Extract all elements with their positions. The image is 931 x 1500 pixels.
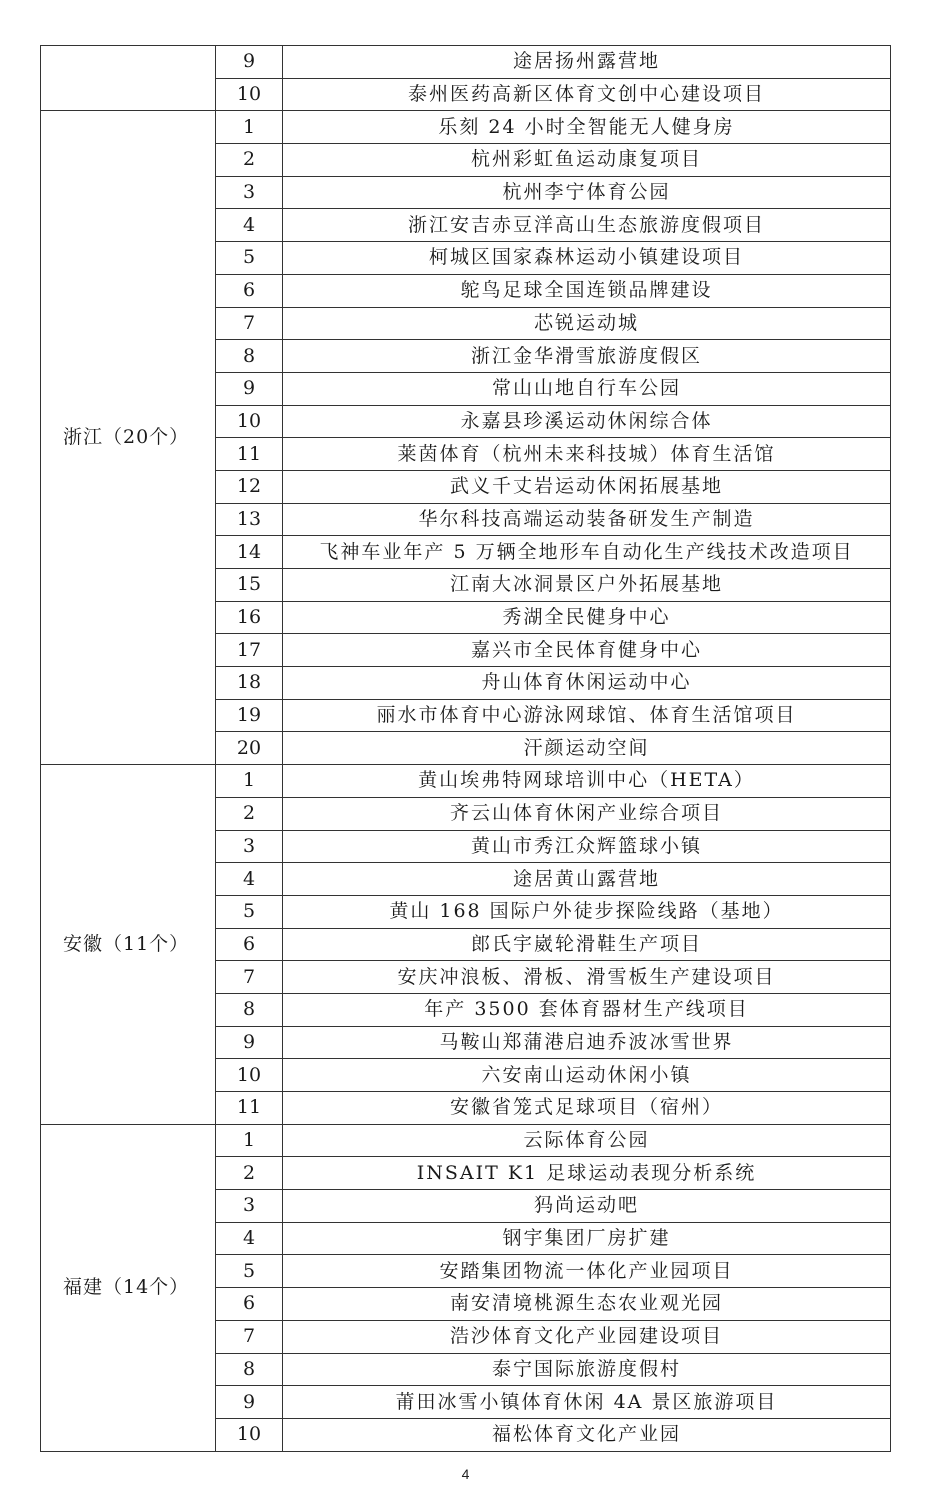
row-number-cell: 8: [216, 1353, 283, 1386]
project-name-cell: 柯城区国家森林运动小镇建设项目: [283, 242, 891, 275]
project-name-cell: 秀湖全民健身中心: [283, 601, 891, 634]
project-name-cell: 舟山体育休闲运动中心: [283, 667, 891, 700]
row-number-cell: 1: [216, 1124, 283, 1157]
project-table-body: [41, 46, 891, 1452]
row-number-cell: 8: [216, 340, 283, 373]
project-name-cell: 永嘉县珍溪运动休闲综合体: [283, 405, 891, 438]
row-number-cell: 1: [216, 765, 283, 798]
row-number-cell: 16: [216, 601, 283, 634]
row-number-cell: 10: [216, 1418, 283, 1451]
row-number-cell: 9: [216, 46, 283, 79]
table-row: [41, 765, 891, 798]
row-number-cell: 6: [216, 274, 283, 307]
row-number-cell: 7: [216, 307, 283, 340]
project-name-cell: 浙江金华滑雪旅游度假区: [283, 340, 891, 373]
project-name-cell: 南安清境桃源生态农业观光园: [283, 1288, 891, 1321]
table-row: [41, 46, 891, 79]
row-number-cell: 14: [216, 536, 283, 569]
row-number-cell: 4: [216, 863, 283, 896]
row-number-cell: 5: [216, 1255, 283, 1288]
project-name-cell: 途居黄山露营地: [283, 863, 891, 896]
project-name-cell: 江南大冰洞景区户外拓展基地: [283, 569, 891, 602]
project-name-cell: 六安南山运动休闲小镇: [283, 1059, 891, 1092]
row-number-cell: 13: [216, 503, 283, 536]
row-number-cell: 10: [216, 78, 283, 111]
row-number-cell: 5: [216, 895, 283, 928]
project-name-cell: 云际体育公园: [283, 1124, 891, 1157]
project-name-cell: 浩沙体育文化产业园建设项目: [283, 1320, 891, 1353]
region-cell: 安徽（11个）: [41, 765, 216, 1125]
project-name-cell: 鸵鸟足球全国连锁品牌建设: [283, 274, 891, 307]
project-name-cell: 芯锐运动城: [283, 307, 891, 340]
row-number-cell: 5: [216, 242, 283, 275]
project-name-cell: 黄山市秀江众辉篮球小镇: [283, 830, 891, 863]
row-number-cell: 15: [216, 569, 283, 602]
project-name-cell: 犸尚运动吧: [283, 1190, 891, 1223]
row-number-cell: 4: [216, 1222, 283, 1255]
row-number-cell: 6: [216, 928, 283, 961]
project-name-cell: 安踏集团物流一体化产业园项目: [283, 1255, 891, 1288]
project-name-cell: 齐云山体育休闲产业综合项目: [283, 797, 891, 830]
project-name-cell: INSAIT K1 足球运动表现分析系统: [283, 1157, 891, 1190]
table-row: [41, 1124, 891, 1157]
project-name-cell: 飞神车业年产 5 万辆全地形车自动化生产线技术改造项目: [283, 536, 891, 569]
row-number-cell: 7: [216, 1320, 283, 1353]
project-name-cell: 莆田冰雪小镇体育休闲 4A 景区旅游项目: [283, 1386, 891, 1419]
project-name-cell: 武义千丈岩运动休闲拓展基地: [283, 470, 891, 503]
project-name-cell: 黄山埃弗特网球培训中心（HETA）: [283, 765, 891, 798]
project-name-cell: 汗颜运动空间: [283, 732, 891, 765]
row-number-cell: 2: [216, 144, 283, 177]
row-number-cell: 2: [216, 1157, 283, 1190]
project-name-cell: 杭州彩虹鱼运动康复项目: [283, 144, 891, 177]
row-number-cell: 19: [216, 699, 283, 732]
project-name-cell: 安徽省笼式足球项目（宿州）: [283, 1092, 891, 1125]
row-number-cell: 10: [216, 405, 283, 438]
row-number-cell: 3: [216, 1190, 283, 1223]
row-number-cell: 9: [216, 372, 283, 405]
row-number-cell: 20: [216, 732, 283, 765]
project-name-cell: 途居扬州露营地: [283, 46, 891, 79]
row-number-cell: 11: [216, 438, 283, 471]
project-name-cell: 马鞍山郑蒲港启迪乔波冰雪世界: [283, 1026, 891, 1059]
row-number-cell: 8: [216, 993, 283, 1026]
row-number-cell: 9: [216, 1386, 283, 1419]
row-number-cell: 4: [216, 209, 283, 242]
row-number-cell: 6: [216, 1288, 283, 1321]
row-number-cell: 3: [216, 176, 283, 209]
row-number-cell: 2: [216, 797, 283, 830]
project-name-cell: 安庆冲浪板、滑板、滑雪板生产建设项目: [283, 961, 891, 994]
project-name-cell: 浙江安吉赤豆洋高山生态旅游度假项目: [283, 209, 891, 242]
row-number-cell: 1: [216, 111, 283, 144]
row-number-cell: 9: [216, 1026, 283, 1059]
region-cell: 福建（14个）: [41, 1124, 216, 1451]
page-number: 4: [461, 1466, 470, 1482]
row-number-cell: 7: [216, 961, 283, 994]
row-number-cell: 11: [216, 1092, 283, 1125]
region-cell: 浙江（20个）: [41, 111, 216, 765]
project-name-cell: 嘉兴市全民体育健身中心: [283, 634, 891, 667]
project-name-cell: 华尔科技高端运动装备研发生产制造: [283, 503, 891, 536]
row-number-cell: 10: [216, 1059, 283, 1092]
project-name-cell: 乐刻 24 小时全智能无人健身房: [283, 111, 891, 144]
project-table: [40, 45, 891, 1452]
row-number-cell: 12: [216, 470, 283, 503]
project-name-cell: 福松体育文化产业园: [283, 1418, 891, 1451]
row-number-cell: 3: [216, 830, 283, 863]
project-name-cell: 钢宇集团厂房扩建: [283, 1222, 891, 1255]
project-name-cell: 年产 3500 套体育器材生产线项目: [283, 993, 891, 1026]
project-name-cell: 杭州李宁体育公园: [283, 176, 891, 209]
project-name-cell: 常山山地自行车公园: [283, 372, 891, 405]
project-name-cell: 泰宁国际旅游度假村: [283, 1353, 891, 1386]
project-name-cell: 莱茵体育（杭州未来科技城）体育生活馆: [283, 438, 891, 471]
project-name-cell: 黄山 168 国际户外徒步探险线路（基地）: [283, 895, 891, 928]
region-cell: [41, 46, 216, 111]
row-number-cell: 17: [216, 634, 283, 667]
project-name-cell: 泰州医药高新区体育文创中心建设项目: [283, 78, 891, 111]
project-name-cell: 丽水市体育中心游泳网球馆、体育生活馆项目: [283, 699, 891, 732]
row-number-cell: 18: [216, 667, 283, 700]
table-row: [41, 111, 891, 144]
project-name-cell: 郎氏宇崴轮滑鞋生产项目: [283, 928, 891, 961]
